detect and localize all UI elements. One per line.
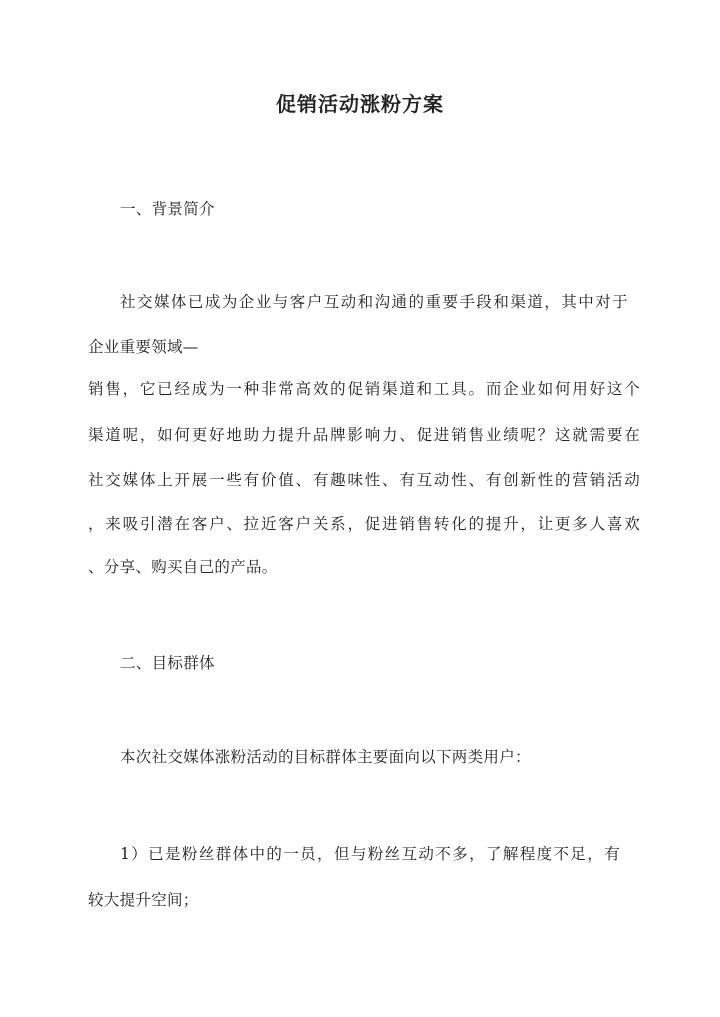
paragraph-line: 本次社交媒体涨粉活动的目标群体主要面向以下两类用户： [120, 748, 531, 766]
list-item-line: 较大提升空间； [88, 891, 199, 909]
paragraph-line: 社交媒体上开展一些有价值、有趣味性、有互动性、有创新性的营销活动 [88, 471, 640, 489]
paragraph-line: 、分享、购买自己的产品。 [88, 558, 278, 576]
paragraph-line: 企业重要领域— [88, 338, 199, 356]
paragraph-line: 销售，它已经成为一种非常高效的促销渠道和工具。而企业如何用好这个 [88, 380, 640, 398]
section-heading-background: 一、背景简介 [120, 200, 215, 218]
paragraph-line: ，来吸引潜在客户、拉近客户关系，促进销售转化的提升，让更多人喜欢 [88, 515, 640, 533]
section-heading-target: 二、目标群体 [120, 654, 215, 672]
list-item-line: 1）已是粉丝群体中的一员，但与粉丝互动不多，了解程度不足，有 [120, 845, 620, 863]
document-title: 促销活动涨粉方案 [276, 92, 444, 116]
paragraph-line: 渠道呢，如何更好地助力提升品牌影响力、促进销售业绩呢？这就需要在 [88, 426, 640, 444]
paragraph-line: 社交媒体已成为企业与客户互动和沟通的重要手段和渠道，其中对于 [120, 293, 628, 311]
